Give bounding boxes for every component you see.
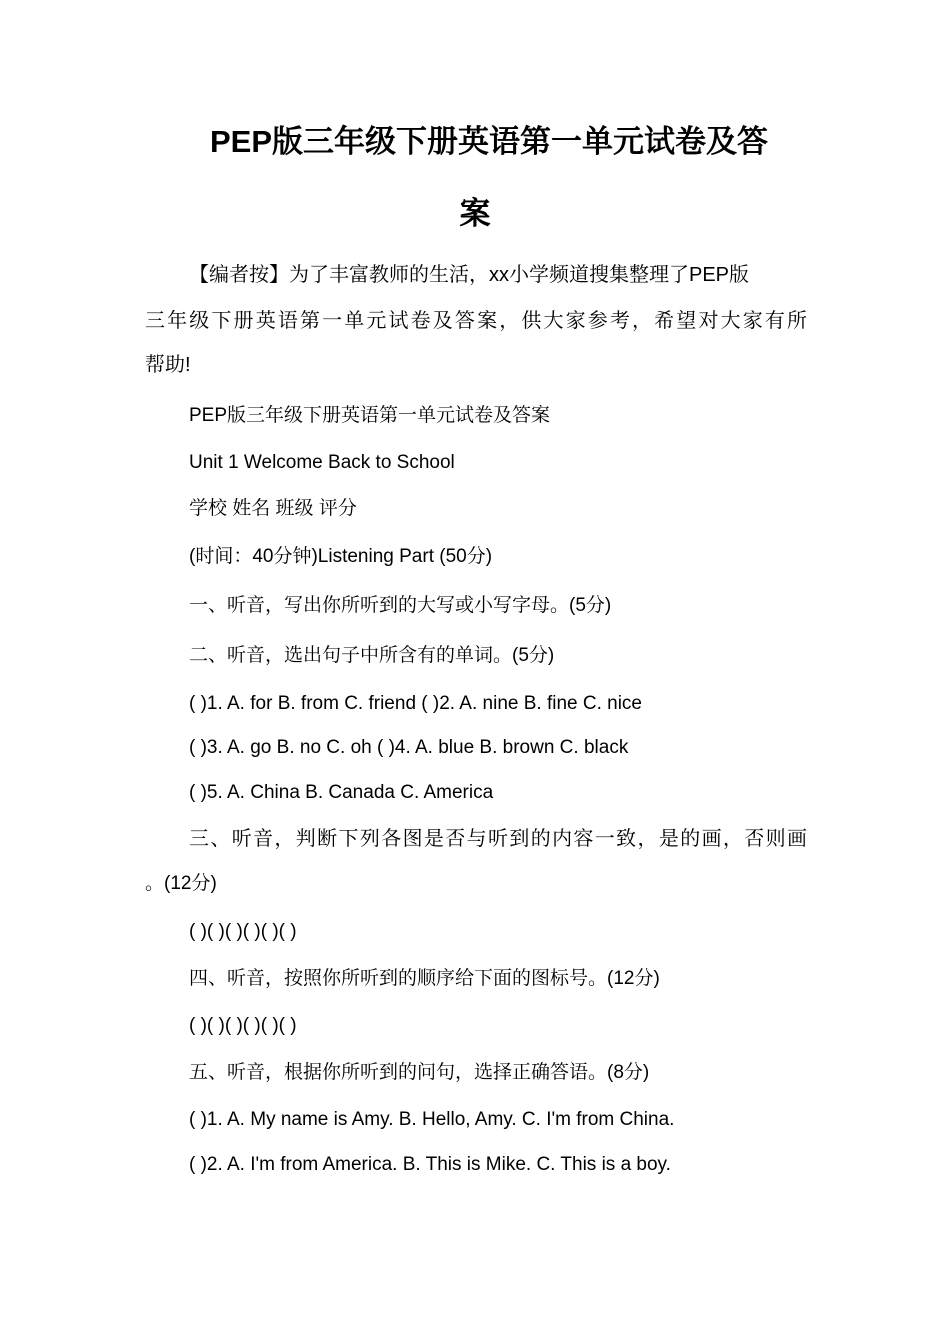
question-5-item-2: ( )2. A. I'm from America. B. This is Mike. C. This is a boy. (189, 1154, 671, 1175)
question-4-heading: 四、听音，按照你所听到的顺序给下面的图标号。(12分) (189, 968, 660, 989)
question-5-item-1: ( )1. A. My name is Amy. B. Hello, Amy. C. I'm from China. (189, 1109, 675, 1130)
question-2-items-1-2: ( )1. A. for B. from C. friend ( )2. A. nine B. fine C. nice (189, 693, 643, 714)
question-4-answer-blanks: ( )( )( )( )( )( ) (189, 1015, 297, 1036)
question-2-items-3-4: ( )3. A. go B. no C. oh ( )4. A. blue B. brown C. black (189, 737, 629, 758)
intro-line-1: 【编者按】为了丰富教师的生活，xx小学频道搜集整理了PEP版 (189, 264, 750, 286)
unit-title: Unit 1 Welcome Back to School (189, 452, 455, 473)
question-3-heading-line-1: 三、听音，判断下列各图是否与听到的内容一致，是的画，否则画 (189, 828, 807, 850)
question-5-heading: 五、听音，根据你所听到的问句，选择正确答语。(8分) (189, 1062, 650, 1083)
question-3-heading-line-2: 。(12分) (145, 873, 217, 894)
intro-line-2: 三年级下册英语第一单元试卷及答案，供大家参考，希望对大家有所 (145, 310, 807, 332)
subtitle-line: PEP版三年级下册英语第一单元试卷及答案 (189, 405, 551, 426)
document-title-line-2: 案 (459, 196, 491, 231)
question-2-heading: 二、听音，选出句子中所含有的单词。(5分) (189, 645, 555, 666)
question-3-answer-blanks: ( )( )( )( )( )( ) (189, 921, 297, 942)
question-1-heading: 一、听音，写出你所听到的大写或小写字母。(5分) (189, 595, 612, 616)
question-2-item-5: ( )5. A. China B. Canada C. America (189, 782, 494, 803)
document-title-line-1: PEP版三年级下册英语第一单元试卷及答 (210, 124, 769, 159)
intro-line-3: 帮助! (145, 354, 191, 376)
student-info-line: 学校 姓名 班级 评分 (189, 498, 357, 519)
time-line: (时间：40分钟)Listening Part (50分) (189, 546, 493, 567)
